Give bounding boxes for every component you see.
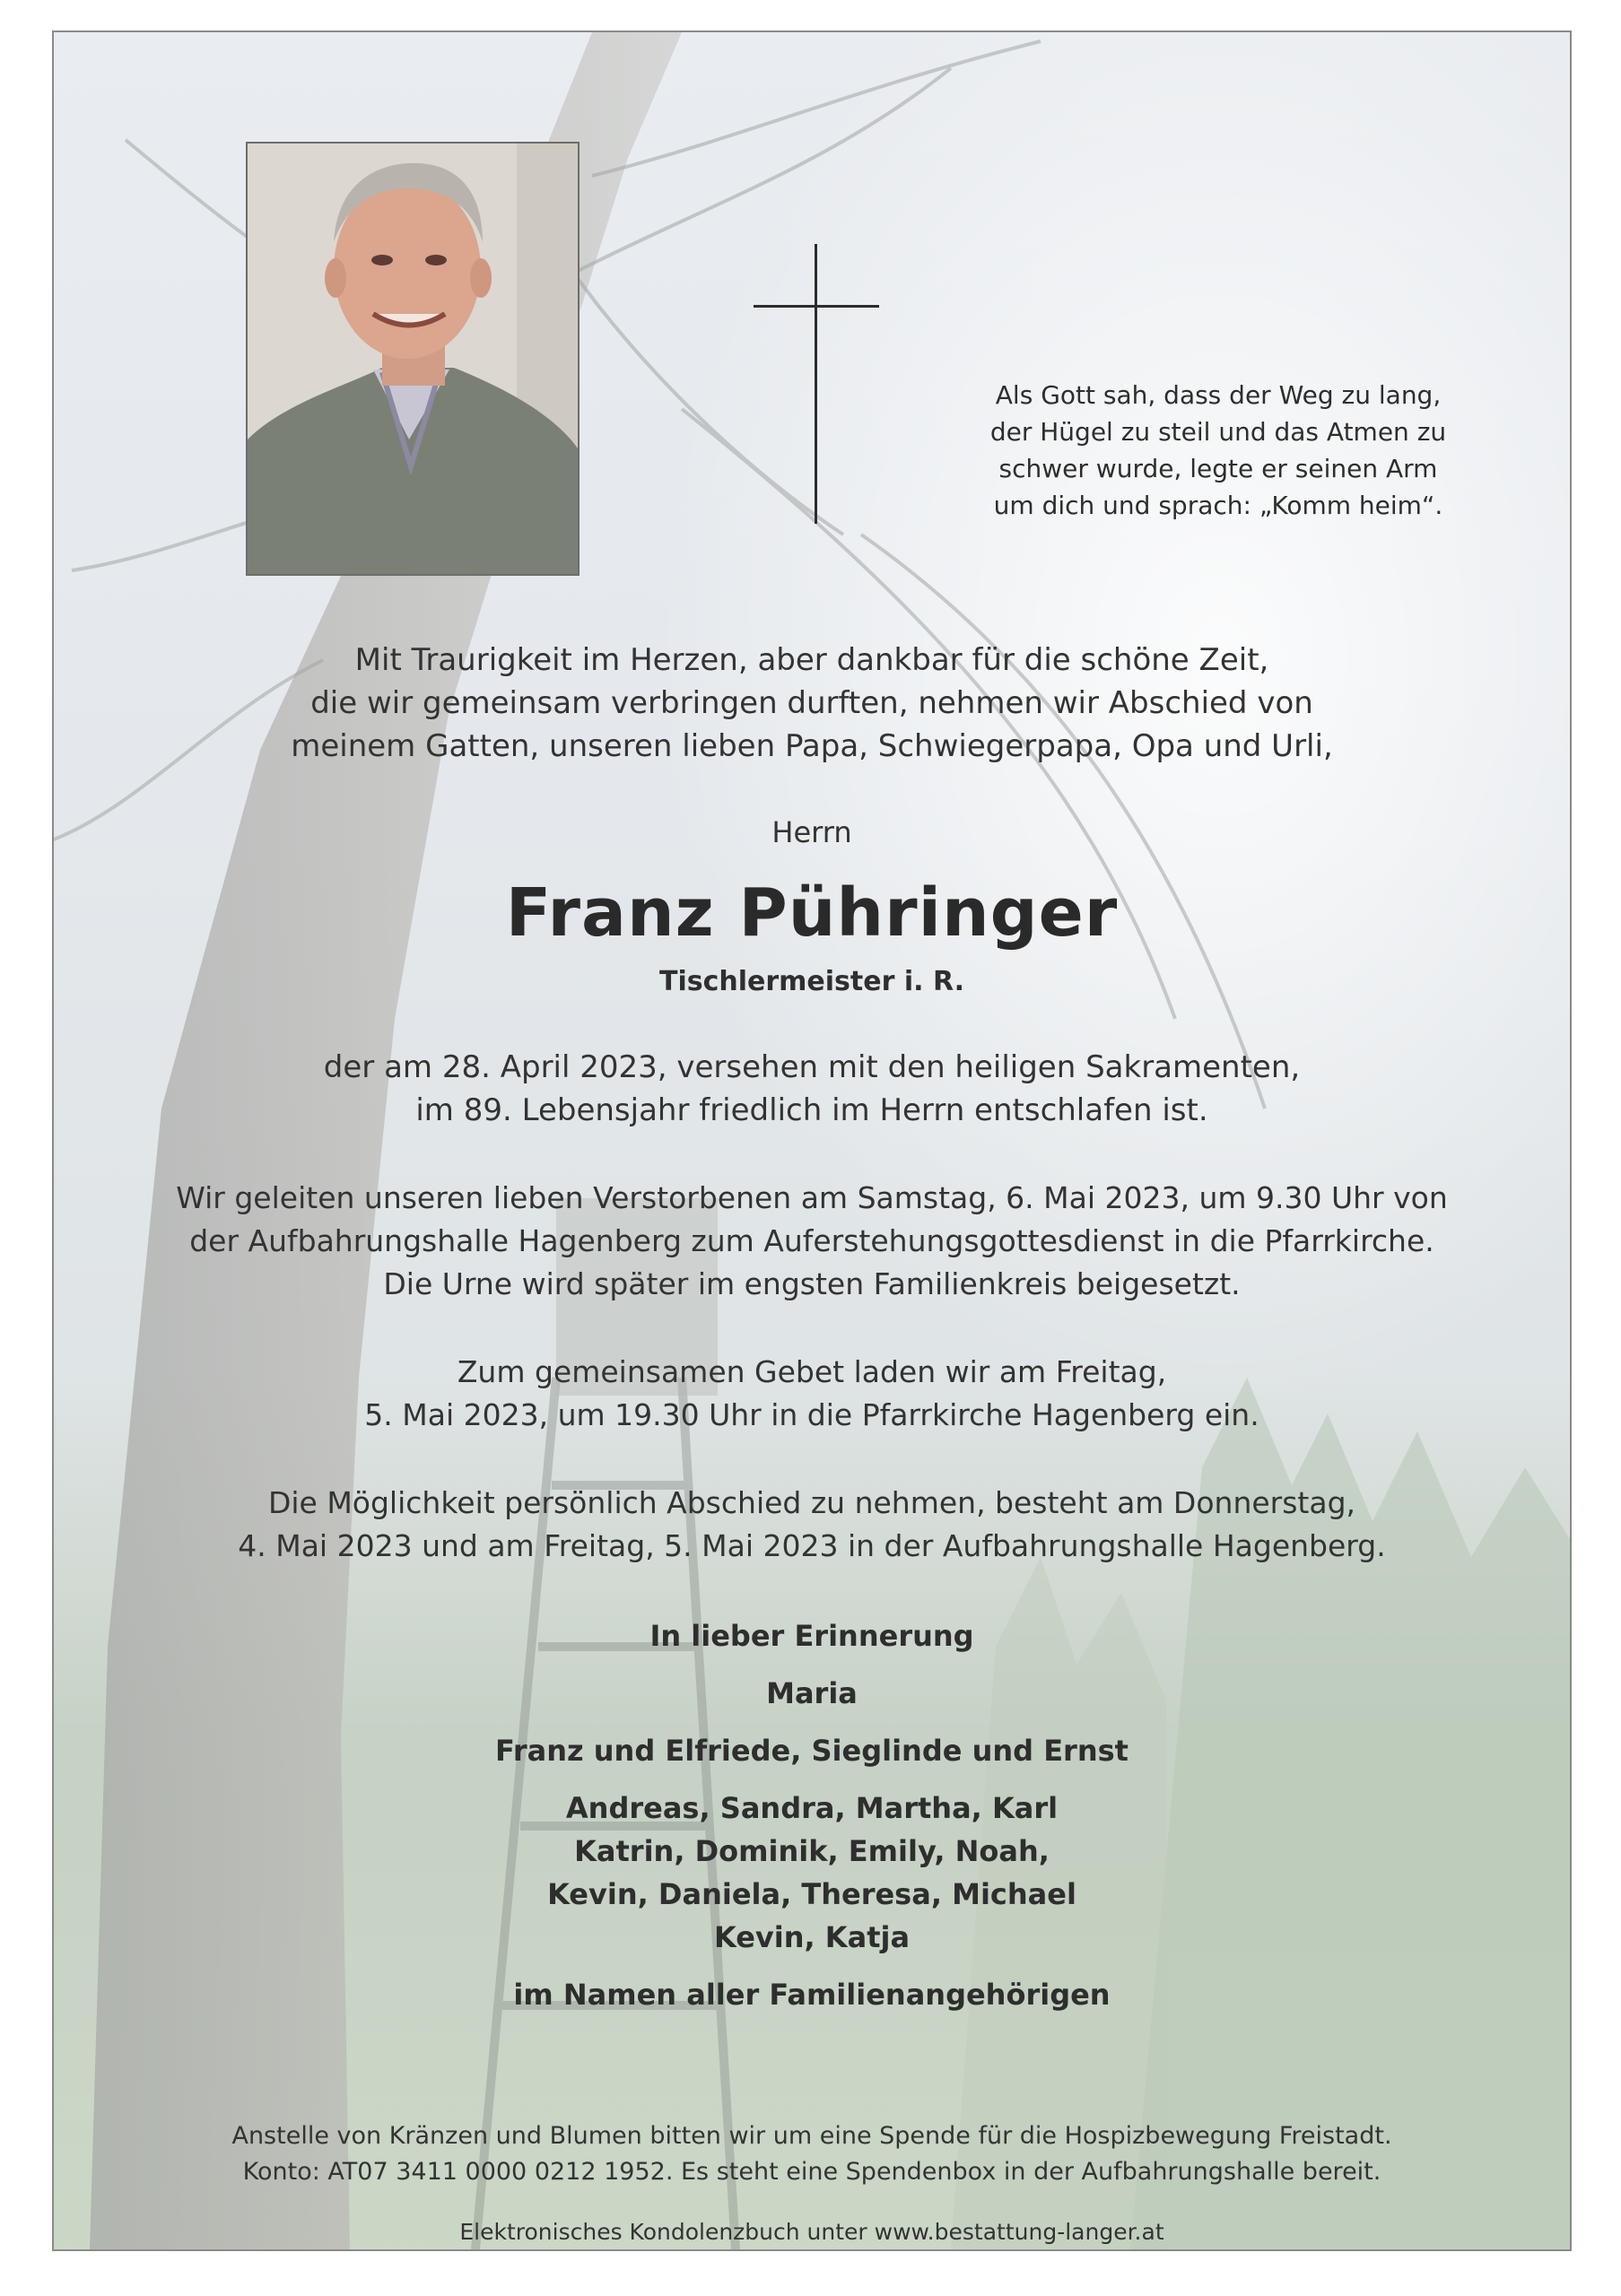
intro-text [54,639,1570,768]
viewing-line: 4. Mai 2023 und am Freitag, 5. Mai 2023 in der Aufbahrungshalle Hagenberg. [238,1528,1386,1563]
prayer-line: Zum gemeinsamen Gebet laden wir am Freitag, [457,1354,1167,1389]
verse-line: schwer wurde, legte er seinen Arm [998,454,1438,483]
cross-icon [754,244,879,531]
condolence-book-note: Elektronisches Kondolenzbuch unter www.bestattung-langer.at [459,2219,1164,2245]
funeral-line: der Aufbahrungshalle Hagenberg zum Auferstehungsgottesdienst in die Pfarrkirche. [189,1223,1434,1258]
viewing-info [54,1482,1570,1568]
mourner-grandchildren: Kevin, Daniela, Theresa, Michael [547,1877,1076,1911]
verse-line: der Hügel zu steil und das Atmen zu [989,417,1447,447]
intro-line: meinem Gatten, unseren lieben Papa, Schwiegerpapa, Opa und Urli, [291,728,1333,764]
prayer-info [54,1351,1570,1437]
verse-line: Als Gott sah, dass der Weg zu lang, [995,380,1442,410]
death-notice [54,1046,1570,1132]
salutation: Herrn [771,815,852,849]
prayer-line: 5. Mai 2023, um 19.30 Uhr in die Pfarrkirche Hagenberg ein. [364,1397,1259,1432]
mourner-spouse: Maria [766,1676,858,1710]
mourner-grandchildren: Kevin, Katja [713,1920,911,1954]
intro-line: Mit Traurigkeit im Herzen, aber dankbar für die schöne Zeit, [354,642,1269,678]
donation-line: Konto: AT07 3411 0000 0212 1952. Es steht eine Spendenbox in der Aufbahrungshalle bereit. [242,2158,1381,2186]
funeral-info [54,1177,1570,1306]
verse-quote [967,377,1469,524]
mourners-closing: im Namen aller Familienangehörigen [513,1978,1111,2012]
donation-line: Anstelle von Kränzen und Blumen bitten wir um eine Spende für die Hospizbewegung Freistadt. [231,2122,1392,2150]
donation-note [54,2118,1570,2190]
verse-line: um dich und sprach: „Komm heim“. [993,491,1443,520]
funeral-line: Wir geleiten unseren lieben Verstorbenen am Samstag, 6. Mai 2023, um 9.30 Uhr von [176,1180,1448,1215]
mourners-heading: In lieber Erinnerung [649,1619,974,1653]
funeral-line: Die Urne wird später im engsten Familienkreis beigesetzt. [383,1266,1241,1301]
intro-line: die wir gemeinsam verbringen durften, nehmen wir Abschied von [310,685,1313,721]
mourner-grandchildren: Katrin, Dominik, Emily, Noah, [574,1834,1050,1868]
deceased-name: Franz Pühringer [505,874,1119,952]
mourner-grandchildren: Andreas, Sandra, Martha, Karl [565,1791,1059,1825]
mourner-children: Franz und Elfriede, Sieglinde und Ernst [495,1734,1129,1768]
deceased-title: Tischlermeister i. R. [658,966,965,997]
mourners-list [54,1614,1570,2016]
portrait-photo [246,142,580,576]
death-line: der am 28. April 2023, versehen mit den heiligen Sakramenten, [323,1049,1301,1085]
death-line: im 89. Lebensjahr friedlich im Herrn entschlafen ist. [415,1092,1208,1128]
parte-frame [52,30,1572,2251]
viewing-line: Die Möglichkeit persönlich Abschied zu nehmen, besteht am Donnerstag, [267,1485,1356,1520]
